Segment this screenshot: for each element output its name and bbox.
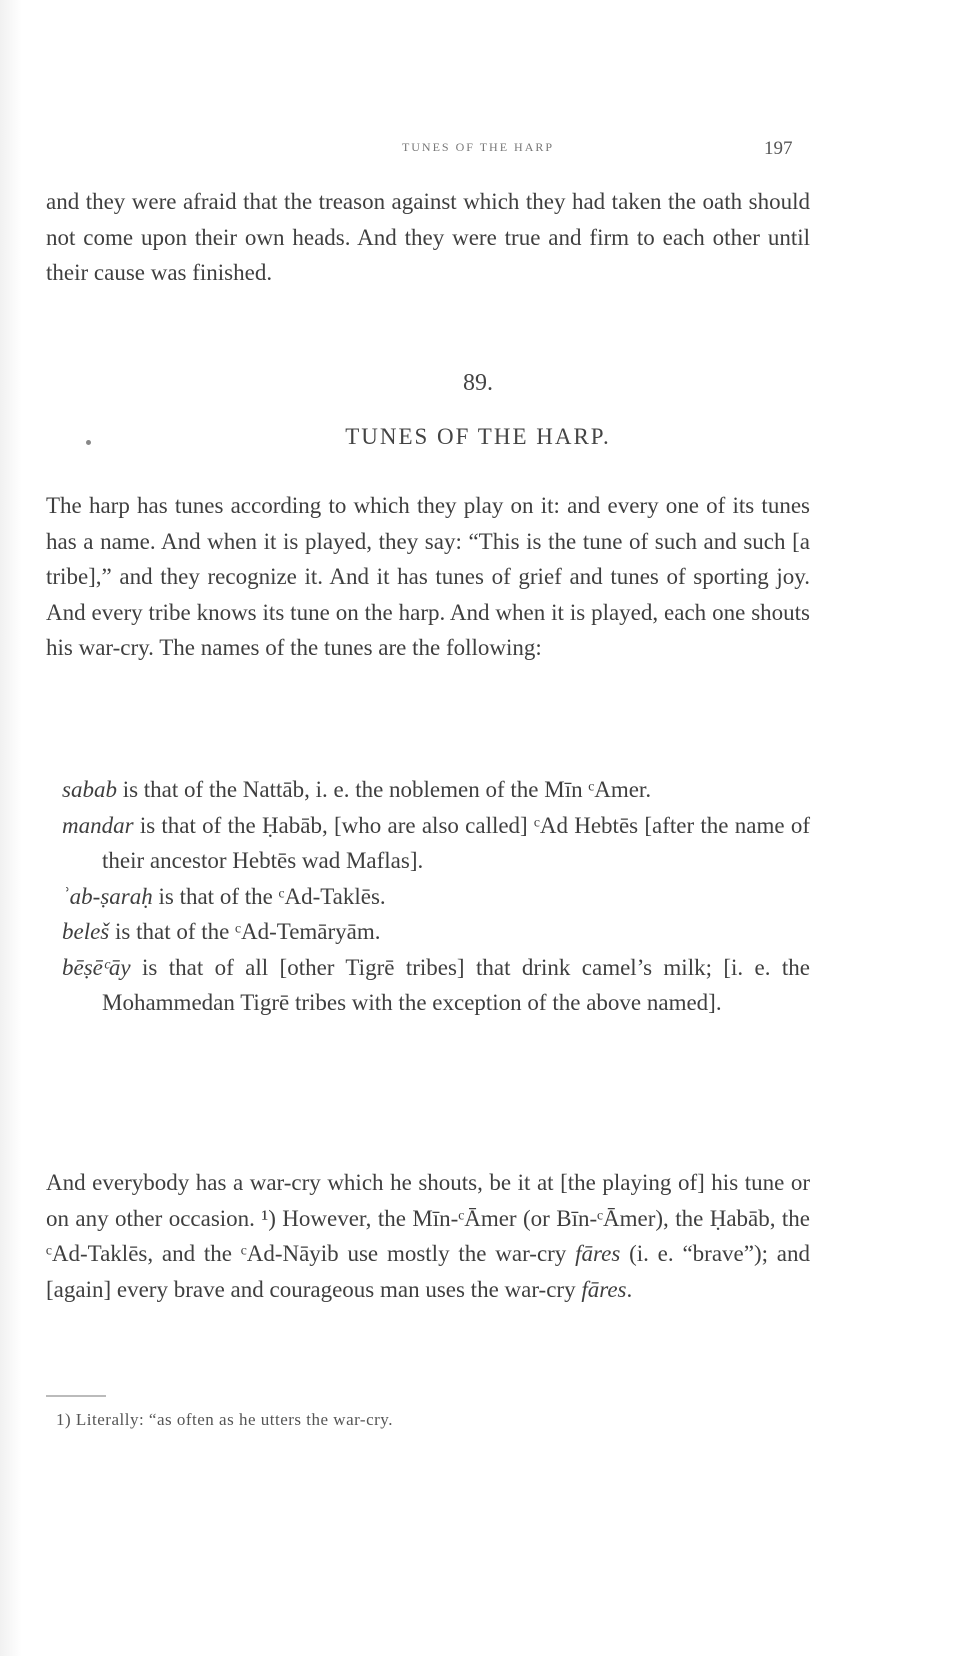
- paragraph-continuation: and they were afraid that the treason against which they had taken the oath should not come upon their own heads. And they were true and firm to each other until their cause was finished.: [46, 189, 810, 285]
- running-head: TUNES OF THE HARP: [401, 140, 555, 154]
- war-cry-term: fāres: [575, 1241, 621, 1266]
- list-item: [62, 879, 810, 915]
- tune-description: is that of the Ḥabāb, [who are also called] ᶜAd Hebtēs [after the name of their ancestor Hebtēs wad Maflas].: [102, 812, 810, 873]
- section-title: TUNES OF THE HARP.: [345, 424, 611, 449]
- list-item: [62, 808, 810, 879]
- tune-name: sabab: [62, 777, 117, 802]
- list-item: [62, 772, 810, 808]
- list-item: [62, 950, 810, 1021]
- footnote-divider: [46, 1395, 106, 1397]
- tune-name: beleš: [62, 919, 110, 944]
- war-cry-text-1: And everybody has a war-cry which he shouts, be it at [the playing of] his tune or on any other occasion. ¹) However, the Mīn-ᶜĀmer (or Bīn-ᶜĀmer), the Ḥabāb, the ᶜAd-Taklēs, and the ᶜAd-Nāyib use mostly the war-cry: [46, 1170, 810, 1266]
- tune-description: is that of the ᶜAd-Temāryām.: [109, 919, 381, 944]
- war-cry-term: fāres: [581, 1276, 627, 1302]
- tune-description: is that of the ᶜAd-Taklēs.: [152, 883, 386, 909]
- tune-name: bēṣēᶜāy: [62, 954, 131, 980]
- paragraph-war-cry: [46, 1165, 810, 1307]
- tune-description: is that of all [other Tigrē tribes] that drink camel’s milk; [i. e. the Mohammedan Tigrē tribes with the exception of the above named].: [102, 954, 810, 1015]
- tune-name: mandar: [62, 812, 134, 838]
- paragraph-harp-tunes: The harp has tunes according to which they play on it: and every one of its tunes has a name. And when it is played, they say: “This is the tune of such and such [a tribe],” and they recognize it. And it has tunes of grief and tunes of sporting joy. And every tribe knows its tune on the harp. And when it is played, each one shouts his war-cry. The names of the tunes are the following:: [46, 493, 810, 660]
- footnote: 1) Literally: “as often as he utters the war-cry.: [56, 1410, 393, 1429]
- tune-list: [46, 772, 810, 1021]
- tune-description: is that of the Nattāb, i. e. the noblemen of the Mīn ᶜAmer.: [116, 777, 652, 802]
- tune-name: ʾab-ṣaraḥ: [62, 883, 153, 909]
- list-item: [62, 914, 810, 950]
- war-cry-text-2: (i. e. “brave”); and [again] every brave and courageous man uses the war-cry: [46, 1241, 810, 1302]
- war-cry-text-3: .: [626, 1276, 633, 1302]
- section-number: 89.: [463, 370, 493, 396]
- page-edge-shadow: [0, 0, 22, 1656]
- page-number: 197: [764, 138, 793, 159]
